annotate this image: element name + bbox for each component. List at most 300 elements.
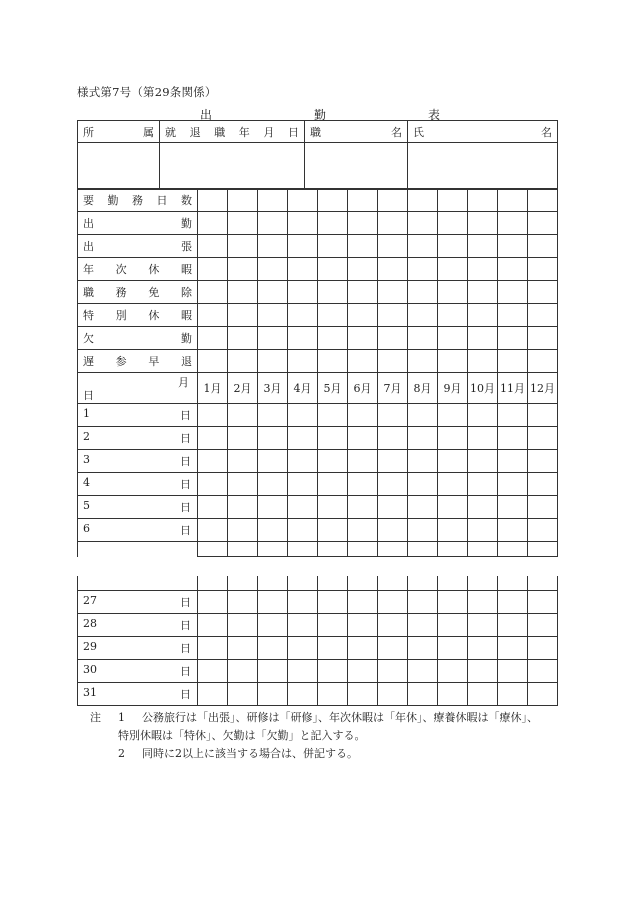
entry-cell[interactable] — [408, 258, 438, 281]
entry-cell[interactable] — [228, 637, 258, 660]
entry-cell[interactable] — [498, 660, 528, 683]
entry-cell[interactable] — [198, 235, 228, 258]
month-header: 7月 — [378, 373, 408, 404]
entry-cell[interactable] — [288, 212, 318, 235]
entry-cell[interactable] — [438, 189, 468, 212]
entry-cell[interactable] — [198, 304, 228, 327]
entry-cell[interactable] — [498, 304, 528, 327]
entry-cell[interactable] — [408, 281, 438, 304]
entry-cell[interactable] — [378, 235, 408, 258]
entry-cell[interactable] — [408, 189, 438, 212]
entry-cell[interactable] — [468, 473, 498, 496]
entry-cell[interactable] — [378, 189, 408, 212]
entry-cell[interactable] — [438, 427, 468, 450]
entry-cell[interactable] — [258, 304, 288, 327]
entry-cell[interactable] — [408, 427, 438, 450]
entry-cell[interactable] — [438, 212, 468, 235]
entry-cell[interactable] — [438, 281, 468, 304]
day-label: 30 日 — [78, 660, 198, 683]
entry-cell[interactable] — [228, 212, 258, 235]
entry-cell[interactable] — [438, 404, 468, 427]
entry-cell[interactable] — [528, 235, 558, 258]
attendance-table — [77, 188, 558, 557]
entry-cell[interactable] — [408, 450, 438, 473]
entry-cell[interactable] — [348, 637, 378, 660]
entry-cell[interactable] — [258, 660, 288, 683]
entry-cell[interactable] — [318, 304, 348, 327]
entry-cell[interactable] — [408, 212, 438, 235]
table-break — [70, 560, 570, 576]
entry-cell[interactable] — [288, 614, 318, 637]
entry-cell[interactable] — [318, 235, 348, 258]
entry-cell[interactable] — [378, 496, 408, 519]
month-header: 11月 — [498, 373, 528, 404]
dept-header: 所 属 — [78, 121, 160, 143]
entry-cell[interactable] — [288, 519, 318, 542]
corner-cell: 月 日 — [78, 373, 198, 404]
entry-cell[interactable] — [288, 235, 318, 258]
entry-cell[interactable] — [198, 427, 228, 450]
name-header: 氏 名 — [408, 121, 558, 143]
entry-cell[interactable] — [198, 519, 228, 542]
entry-cell[interactable] — [468, 189, 498, 212]
entry-cell[interactable] — [438, 591, 468, 614]
category-row — [78, 350, 558, 373]
entry-cell[interactable] — [318, 660, 348, 683]
entry-cell[interactable] — [378, 683, 408, 706]
entry-cell[interactable] — [468, 519, 498, 542]
entry-cell[interactable] — [228, 327, 258, 350]
category-label: 出 勤 — [78, 212, 198, 235]
entry-cell[interactable] — [498, 327, 528, 350]
category-row — [78, 327, 558, 350]
entry-cell[interactable] — [318, 212, 348, 235]
entry-cell[interactable] — [378, 614, 408, 637]
entry-cell[interactable] — [258, 427, 288, 450]
entry-cell[interactable] — [198, 281, 228, 304]
entry-cell[interactable] — [408, 473, 438, 496]
entry-cell[interactable] — [378, 258, 408, 281]
month-header: 6月 — [348, 373, 378, 404]
entry-cell[interactable] — [408, 683, 438, 706]
entry-cell[interactable] — [198, 660, 228, 683]
entry-cell[interactable] — [408, 614, 438, 637]
entry-cell[interactable] — [318, 189, 348, 212]
entry-cell[interactable] — [288, 637, 318, 660]
entry-cell[interactable] — [438, 258, 468, 281]
entry-cell[interactable] — [528, 258, 558, 281]
dept-field[interactable] — [78, 143, 160, 190]
entry-cell[interactable] — [198, 450, 228, 473]
entry-cell[interactable] — [498, 637, 528, 660]
entry-cell[interactable] — [468, 614, 498, 637]
entry-cell[interactable] — [318, 281, 348, 304]
entry-cell[interactable] — [498, 591, 528, 614]
entry-cell[interactable] — [258, 591, 288, 614]
entry-cell[interactable] — [408, 327, 438, 350]
entry-cell[interactable] — [288, 281, 318, 304]
entry-cell[interactable] — [198, 327, 228, 350]
entry-cell[interactable] — [228, 683, 258, 706]
day-row — [78, 637, 558, 660]
entry-cell[interactable] — [198, 189, 228, 212]
entry-cell[interactable] — [468, 683, 498, 706]
entry-cell[interactable] — [528, 519, 558, 542]
entry-cell[interactable] — [528, 281, 558, 304]
note-text: 同時に2以上に該当する場合は、併記する。 — [142, 747, 358, 760]
entry-cell[interactable] — [378, 660, 408, 683]
entry-cell[interactable] — [498, 614, 528, 637]
entry-cell[interactable] — [258, 496, 288, 519]
entry-cell[interactable] — [498, 212, 528, 235]
entry-cell[interactable] — [378, 450, 408, 473]
entry-cell[interactable] — [348, 450, 378, 473]
entry-cell[interactable] — [228, 350, 258, 373]
entry-cell[interactable] — [528, 614, 558, 637]
header-table — [77, 120, 558, 190]
month-header: 2月 — [228, 373, 258, 404]
entry-cell[interactable] — [468, 258, 498, 281]
entry-cell[interactable] — [498, 404, 528, 427]
entry-cell[interactable] — [258, 212, 288, 235]
entry-cell[interactable] — [438, 304, 468, 327]
entry-cell[interactable] — [348, 281, 378, 304]
entry-cell[interactable] — [498, 519, 528, 542]
entry-cell[interactable] — [318, 258, 348, 281]
entry-cell[interactable] — [498, 450, 528, 473]
entry-cell[interactable] — [348, 327, 378, 350]
entry-cell[interactable] — [198, 473, 228, 496]
entry-cell[interactable] — [198, 258, 228, 281]
entry-cell[interactable] — [348, 235, 378, 258]
entry-cell[interactable] — [318, 404, 348, 427]
entry-cell[interactable] — [348, 350, 378, 373]
entry-cell[interactable] — [258, 404, 288, 427]
entry-cell[interactable] — [468, 327, 498, 350]
day-row — [78, 496, 558, 519]
entry-cell[interactable] — [288, 683, 318, 706]
entry-cell[interactable] — [528, 304, 558, 327]
entry-cell[interactable] — [528, 350, 558, 373]
entry-cell[interactable] — [468, 235, 498, 258]
day-label: 29 日 — [78, 637, 198, 660]
day-label: 5 日 — [78, 496, 198, 519]
entry-cell[interactable] — [288, 473, 318, 496]
entry-cell[interactable] — [228, 660, 258, 683]
day-label: 28 日 — [78, 614, 198, 637]
entry-cell[interactable] — [378, 591, 408, 614]
entry-cell[interactable] — [258, 614, 288, 637]
entry-cell[interactable] — [318, 327, 348, 350]
entry-cell[interactable] — [258, 281, 288, 304]
entry-cell[interactable] — [498, 350, 528, 373]
entry-cell[interactable] — [528, 473, 558, 496]
entry-cell[interactable] — [348, 591, 378, 614]
entry-cell[interactable] — [318, 637, 348, 660]
note-text: 公務旅行は「出張」、研修は「研修」、年次休暇は「年休」、療養休暇は「療休」、 — [142, 711, 538, 724]
entry-cell[interactable] — [438, 660, 468, 683]
entry-cell[interactable] — [438, 519, 468, 542]
entry-cell[interactable] — [288, 427, 318, 450]
entry-cell[interactable] — [408, 519, 438, 542]
month-header: 12月 — [528, 373, 558, 404]
entry-cell[interactable] — [378, 327, 408, 350]
entry-cell[interactable] — [258, 637, 288, 660]
date-field[interactable] — [160, 143, 305, 190]
entry-cell[interactable] — [468, 496, 498, 519]
category-row — [78, 258, 558, 281]
entry-cell[interactable] — [498, 281, 528, 304]
entry-cell[interactable] — [408, 591, 438, 614]
title-char: 勤 — [313, 108, 326, 122]
month-header: 1月 — [198, 373, 228, 404]
entry-cell[interactable] — [468, 404, 498, 427]
day-row — [78, 450, 558, 473]
day-row — [78, 660, 558, 683]
entry-cell[interactable] — [318, 496, 348, 519]
day-row — [78, 519, 558, 542]
entry-cell[interactable] — [228, 591, 258, 614]
entry-cell[interactable] — [318, 450, 348, 473]
entry-cell[interactable] — [498, 496, 528, 519]
entry-cell[interactable] — [468, 637, 498, 660]
entry-cell[interactable] — [468, 450, 498, 473]
entry-cell[interactable] — [288, 350, 318, 373]
entry-cell[interactable] — [348, 519, 378, 542]
date-header: 就 退 職 年 月 日 — [160, 121, 305, 143]
category-label: 要 勤 務 日 数 — [78, 189, 198, 212]
entry-cell[interactable] — [228, 496, 258, 519]
category-row — [78, 304, 558, 327]
day-row — [78, 591, 558, 614]
entry-cell[interactable] — [288, 660, 318, 683]
title-char: 出 — [200, 108, 213, 122]
entry-cell[interactable] — [378, 212, 408, 235]
entry-cell[interactable] — [258, 235, 288, 258]
entry-cell[interactable] — [438, 450, 468, 473]
entry-cell[interactable] — [258, 450, 288, 473]
entry-cell[interactable] — [228, 519, 258, 542]
entry-cell[interactable] — [378, 427, 408, 450]
entry-cell[interactable] — [408, 637, 438, 660]
entry-cell[interactable] — [318, 614, 348, 637]
entry-cell[interactable] — [258, 189, 288, 212]
notes — [90, 709, 538, 763]
entry-cell[interactable] — [348, 404, 378, 427]
entry-cell[interactable] — [198, 350, 228, 373]
entry-cell[interactable] — [258, 519, 288, 542]
entry-cell[interactable] — [468, 660, 498, 683]
day-row — [78, 614, 558, 637]
entry-cell[interactable] — [228, 427, 258, 450]
entry-cell[interactable] — [498, 189, 528, 212]
note-text: 特別休暇は「特休」、欠勤は「欠勤」と記入する。 — [118, 729, 366, 742]
attendance-table-continued — [77, 576, 558, 706]
entry-cell[interactable] — [528, 660, 558, 683]
entry-cell[interactable] — [228, 473, 258, 496]
entry-cell[interactable] — [438, 637, 468, 660]
entry-cell[interactable] — [348, 683, 378, 706]
entry-cell[interactable] — [288, 258, 318, 281]
category-label: 出 張 — [78, 235, 198, 258]
day-row — [78, 683, 558, 706]
entry-cell[interactable] — [228, 450, 258, 473]
day-label: 31 日 — [78, 683, 198, 706]
note-prefix: 注 — [90, 711, 101, 724]
entry-cell[interactable] — [228, 235, 258, 258]
entry-cell[interactable] — [468, 591, 498, 614]
entry-cell[interactable] — [498, 427, 528, 450]
entry-cell[interactable] — [528, 404, 558, 427]
entry-cell[interactable] — [348, 189, 378, 212]
entry-cell[interactable] — [408, 404, 438, 427]
entry-cell[interactable] — [438, 350, 468, 373]
entry-cell[interactable] — [198, 212, 228, 235]
entry-cell[interactable] — [228, 614, 258, 637]
entry-cell[interactable] — [348, 614, 378, 637]
entry-cell[interactable] — [348, 304, 378, 327]
entry-cell[interactable] — [468, 212, 498, 235]
entry-cell[interactable] — [228, 189, 258, 212]
entry-cell[interactable] — [318, 350, 348, 373]
entry-cell[interactable] — [438, 473, 468, 496]
entry-cell[interactable] — [378, 637, 408, 660]
day-label: 2 日 — [78, 427, 198, 450]
entry-cell[interactable] — [288, 404, 318, 427]
entry-cell[interactable] — [228, 281, 258, 304]
entry-cell[interactable] — [528, 591, 558, 614]
name-field[interactable] — [408, 143, 558, 190]
entry-cell[interactable] — [528, 637, 558, 660]
entry-cell[interactable] — [498, 473, 528, 496]
entry-cell[interactable] — [348, 258, 378, 281]
entry-cell[interactable] — [258, 327, 288, 350]
entry-cell[interactable] — [438, 327, 468, 350]
entry-cell[interactable] — [528, 212, 558, 235]
entry-cell[interactable] — [318, 591, 348, 614]
entry-cell[interactable] — [348, 427, 378, 450]
entry-cell[interactable] — [318, 519, 348, 542]
month-header: 9月 — [438, 373, 468, 404]
entry-cell[interactable] — [258, 473, 288, 496]
entry-cell[interactable] — [468, 304, 498, 327]
day-label: 6 日 — [78, 519, 198, 542]
entry-cell[interactable] — [528, 496, 558, 519]
entry-cell[interactable] — [348, 660, 378, 683]
entry-cell[interactable] — [498, 258, 528, 281]
entry-cell[interactable] — [438, 235, 468, 258]
category-label: 特 別 休 暇 — [78, 304, 198, 327]
form-number-label: 様式第7号（第29条関係） — [77, 85, 217, 99]
day-label: 1 日 — [78, 404, 198, 427]
entry-cell[interactable] — [408, 496, 438, 519]
note-number: 2 — [118, 747, 125, 760]
entry-cell[interactable] — [528, 450, 558, 473]
entry-cell[interactable] — [318, 473, 348, 496]
month-header-row — [78, 373, 558, 404]
entry-cell[interactable] — [228, 304, 258, 327]
entry-cell[interactable] — [378, 519, 408, 542]
entry-cell[interactable] — [288, 304, 318, 327]
entry-cell[interactable] — [528, 189, 558, 212]
entry-cell[interactable] — [198, 683, 228, 706]
entry-cell[interactable] — [258, 350, 288, 373]
entry-cell[interactable] — [198, 591, 228, 614]
category-row — [78, 212, 558, 235]
entry-cell[interactable] — [408, 235, 438, 258]
entry-cell[interactable] — [378, 350, 408, 373]
entry-cell[interactable] — [438, 496, 468, 519]
entry-cell[interactable] — [468, 350, 498, 373]
entry-cell[interactable] — [198, 404, 228, 427]
entry-cell[interactable] — [468, 281, 498, 304]
entry-cell[interactable] — [498, 683, 528, 706]
entry-cell[interactable] — [378, 473, 408, 496]
entry-cell[interactable] — [468, 427, 498, 450]
entry-cell[interactable] — [258, 258, 288, 281]
entry-cell[interactable] — [378, 404, 408, 427]
day-row — [78, 427, 558, 450]
entry-cell[interactable] — [408, 350, 438, 373]
category-label: 職 務 免 除 — [78, 281, 198, 304]
entry-cell[interactable] — [528, 327, 558, 350]
entry-cell[interactable] — [348, 212, 378, 235]
entry-cell[interactable] — [528, 427, 558, 450]
gap-row — [78, 576, 558, 591]
entry-cell[interactable] — [408, 304, 438, 327]
month-header: 8月 — [408, 373, 438, 404]
entry-cell[interactable] — [288, 496, 318, 519]
entry-cell[interactable] — [288, 450, 318, 473]
category-label: 遅 参 早 退 — [78, 350, 198, 373]
day-label: 3 日 — [78, 450, 198, 473]
day-row — [78, 404, 558, 427]
entry-cell[interactable] — [198, 637, 228, 660]
post-header: 職 名 — [305, 121, 408, 143]
day-label: 27 日 — [78, 591, 198, 614]
entry-cell[interactable] — [288, 189, 318, 212]
entry-cell[interactable] — [198, 496, 228, 519]
entry-cell[interactable] — [228, 404, 258, 427]
entry-cell[interactable] — [258, 683, 288, 706]
month-header: 5月 — [318, 373, 348, 404]
entry-cell[interactable] — [438, 683, 468, 706]
entry-cell[interactable] — [288, 327, 318, 350]
entry-cell[interactable] — [498, 235, 528, 258]
entry-cell[interactable] — [198, 614, 228, 637]
post-field[interactable] — [305, 143, 408, 190]
entry-cell[interactable] — [318, 427, 348, 450]
category-row — [78, 189, 558, 212]
entry-cell[interactable] — [318, 683, 348, 706]
entry-cell[interactable] — [288, 591, 318, 614]
entry-cell[interactable] — [438, 614, 468, 637]
gap-row — [78, 542, 558, 557]
entry-cell[interactable] — [228, 258, 258, 281]
entry-cell[interactable] — [348, 496, 378, 519]
entry-cell[interactable] — [378, 304, 408, 327]
category-label: 欠 勤 — [78, 327, 198, 350]
month-header: 10月 — [468, 373, 498, 404]
entry-cell[interactable] — [408, 660, 438, 683]
entry-cell[interactable] — [348, 473, 378, 496]
day-row — [78, 473, 558, 496]
category-row — [78, 281, 558, 304]
entry-cell[interactable] — [378, 281, 408, 304]
category-row — [78, 235, 558, 258]
entry-cell[interactable] — [528, 683, 558, 706]
note-number: 1 — [118, 711, 125, 724]
